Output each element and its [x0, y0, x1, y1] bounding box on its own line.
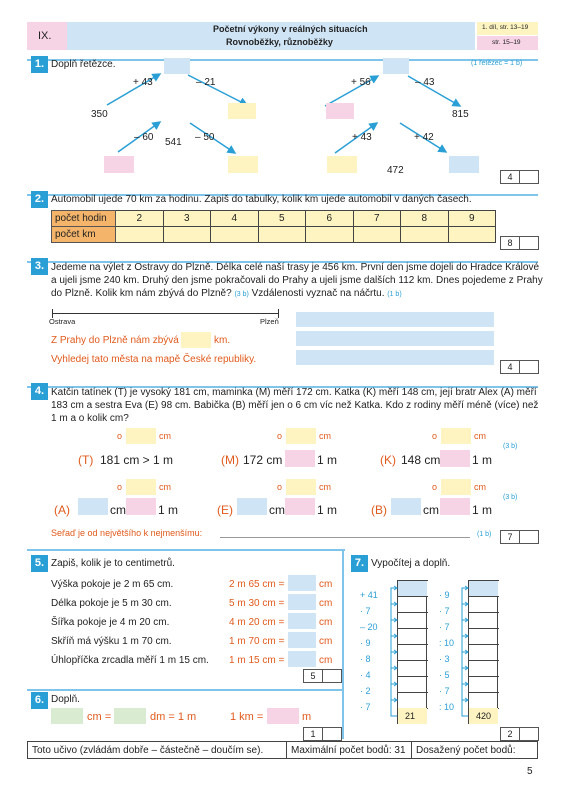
ex7-right-op: · 7 [439, 606, 450, 616]
ex7-left-op: · 2 [360, 686, 371, 696]
ex2-km-cell[interactable] [401, 227, 449, 243]
ex3-line2: a ujeli jsme 240 km. Druhý den jsme pokračovali do Prahy a ujeli jsme dalších 112 km. Dnes pojedeme z Prahy [51, 275, 543, 286]
ex2-hour: 6 [306, 211, 354, 227]
ex4-line2: 183 cm a sestra Eva (E) 98 cm. Babička (B) měří jen o 6 cm víc než Katka. Kdo z rodiny měří méně (více) než [51, 400, 539, 411]
ex4-B-1m: 1 m [472, 503, 493, 517]
ex5-row-value: 5 m 30 cm = [229, 598, 285, 609]
ex4-A-sign-box[interactable] [126, 498, 156, 515]
ex4-B-sign-box[interactable] [440, 498, 470, 515]
ex7-right-op: · 7 [439, 686, 450, 696]
ex6-m: m [302, 711, 312, 723]
header-title-2: Rovnoběžky, různoběžky [226, 37, 333, 47]
ex1c-op2: – 50 [195, 132, 215, 143]
ex7-number: 7. [351, 555, 368, 572]
footer-achieved-points: Dosažený počet bodů: [416, 745, 516, 756]
ex7-right-op: · 5 [439, 670, 450, 680]
ex3-answer1: Z Prahy do Plzně nám zbývá [51, 335, 179, 346]
ex5-cm: cm [319, 579, 333, 590]
ex4-M-label: (M) [221, 453, 239, 467]
ex4-A-value-box[interactable] [78, 498, 108, 515]
ex7-left-op: + 41 [360, 590, 378, 600]
footer-sep [411, 741, 412, 759]
ex1-arrows [0, 0, 565, 190]
ex6-cm-box[interactable] [51, 708, 83, 724]
ex7-right-op: : 10 [439, 702, 455, 712]
ex4-cm: cm [474, 482, 486, 492]
ex4-sort-line[interactable] [220, 537, 470, 538]
ex4-cm: cm [319, 431, 331, 441]
ex7-left-cell[interactable] [398, 645, 427, 660]
ex3-line3: do Plzně. Kolik km nám zbývá do Plzně? (3 b) Vzdálenosti vyznač na náčrtu. (1 b) [51, 288, 402, 299]
ex4-E-sign-box[interactable] [285, 498, 315, 515]
ex1c-mid: 541 [165, 137, 182, 148]
ex5-number: 5. [31, 555, 48, 572]
ex3-answer-box[interactable] [181, 332, 211, 348]
ex4-B-value-box[interactable] [391, 498, 421, 515]
ex5-score: 5 [303, 669, 323, 683]
ex4-K-value: 148 cm [401, 453, 441, 467]
ex1-score: 4 [500, 170, 520, 184]
ex7-left-op: · 4 [360, 670, 371, 680]
ex4-cm: cm [159, 482, 171, 492]
ex4-M-sign-box[interactable] [285, 450, 315, 467]
ostrava-label: Ostrava [49, 317, 76, 326]
ex2-task: Automobil ujede 70 km za hodinu. Zapiš do tabulky, kolik km ujede automobil v daných časech. [51, 194, 472, 205]
ex4-line3: 1 m a o kolik cm? [51, 413, 129, 424]
ex2-hour: 8 [401, 211, 449, 227]
ex7-left-op: · 7 [360, 606, 371, 616]
ex7-left-op: – 20 [360, 622, 378, 632]
ex1a-box-end[interactable] [228, 103, 256, 119]
page-number: 5 [527, 766, 533, 777]
ex7-right-cell[interactable] [469, 693, 498, 708]
ex7-left-arrows [389, 580, 399, 724]
ex3-score: 4 [500, 360, 520, 374]
ex4-o: o [432, 482, 438, 492]
ex4-sort-pts: (1 b) [477, 531, 492, 538]
ex7-left-cell[interactable] [398, 613, 427, 628]
ex7-right-op: : 10 [439, 638, 455, 648]
ex4-M-1m: 1 m [317, 453, 338, 467]
ex5-task: Zapiš, kolik je to centimetrů. [51, 558, 175, 569]
ex4-o: o [117, 482, 123, 492]
ex6-dm: dm = 1 m [150, 711, 197, 723]
ex4-cm: cm [159, 431, 171, 441]
ex6-task: Doplň. [51, 694, 80, 705]
ex5-cm: cm [319, 655, 333, 666]
ex1b-end: 815 [452, 109, 469, 120]
plzen-label: Plzeň [260, 317, 279, 326]
ex7-right-end: 420 [476, 711, 492, 721]
ex7-left-end: 21 [405, 711, 416, 721]
ex7-right-op: · 7 [439, 622, 450, 632]
ex1d-mid: 472 [387, 165, 404, 176]
ex1-note: (1 řetězec = 1 b) [471, 60, 523, 67]
ex3-answer2: Vyhledej tato města na mapě České republiky. [51, 354, 257, 365]
ex6-number: 6. [31, 692, 48, 709]
ex4-T-diff-box[interactable] [126, 428, 156, 444]
ex7-left-op: · 7 [360, 702, 371, 712]
ex4-T-value: 181 cm > 1 m [100, 453, 174, 467]
ex1-score-empty[interactable] [519, 170, 539, 184]
ex7-right-cell[interactable] [469, 597, 498, 612]
ex1-task: Doplň řetězce. [51, 59, 116, 70]
ex7-right-cell[interactable] [469, 677, 498, 692]
ex1b-op2: – 43 [415, 77, 435, 88]
ex4-pts: (3 b) [503, 494, 518, 501]
ex4-cm: cm [319, 482, 331, 492]
ex4-E-1m: 1 m [317, 503, 338, 517]
ex3-work-line[interactable] [296, 350, 494, 365]
ex7-score: 2 [500, 727, 520, 741]
ex5-row-text: Úhlopříčka zrcadla měří 1 m 15 cm. [51, 655, 209, 666]
ex7-right-cell[interactable] [469, 613, 498, 628]
ex2-table [51, 210, 496, 243]
ex4-E-diff-box[interactable] [286, 479, 316, 495]
ex6-score-empty[interactable] [322, 727, 342, 741]
ex7-right-cell[interactable] [469, 645, 498, 660]
ex4-B-label: (B) [371, 503, 387, 517]
ex4-K-diff-box[interactable] [441, 428, 471, 444]
ex2-km-cell[interactable] [211, 227, 259, 243]
ex5-row-value: 2 m 65 cm = [229, 579, 285, 590]
ex5-score-empty[interactable] [322, 669, 342, 683]
ex5-answer-box[interactable] [288, 613, 316, 629]
ex7-right-op: · 3 [439, 654, 450, 664]
ex2-km-cell[interactable] [116, 227, 164, 243]
footer-sep [286, 741, 287, 759]
ex2-km-cell[interactable] [306, 227, 354, 243]
ex1b-box-top[interactable] [383, 58, 409, 74]
ex5-7-separator [342, 549, 344, 739]
ex4-E-label: (E) [217, 503, 233, 517]
ex2-row1-label: počet hodin [52, 211, 116, 227]
ex2-hour: 9 [448, 211, 496, 227]
ex4-o: o [432, 431, 438, 441]
ex1d-box-start[interactable] [327, 156, 357, 173]
ex5-answer-box[interactable] [288, 632, 316, 648]
ex7-right-cell[interactable] [469, 629, 498, 644]
ex1a-op2: – 21 [196, 77, 216, 88]
ex5-cm: cm [319, 598, 333, 609]
ex4-pts: (3 b) [503, 443, 518, 450]
ex3-number: 3. [31, 258, 48, 275]
ex7-left-cell[interactable] [398, 597, 427, 612]
ex7-left-cell[interactable] [398, 693, 427, 708]
ex7-right-arrows [460, 580, 470, 724]
ex3-answer1-unit: km. [214, 335, 231, 346]
ex1a-op1: + 43 [133, 77, 153, 88]
ex1c-op1: – 60 [134, 132, 154, 143]
ex4-A-label: (A) [54, 503, 70, 517]
ex2-score: 8 [500, 236, 520, 250]
ex4-B-cm: cm [423, 503, 439, 517]
ex4-cm: cm [474, 431, 486, 441]
unit-label: IX. [38, 30, 52, 42]
ex4-M-diff-box[interactable] [286, 428, 316, 444]
ex5-row-value: 1 m 70 cm = [229, 636, 285, 647]
header-title-1: Početní výkony v reálných situacích [213, 24, 368, 34]
ex4-score-empty[interactable] [519, 530, 539, 544]
ex5-row-text: Výška pokoje je 2 m 65 cm. [51, 579, 174, 590]
ex7-rung [468, 580, 499, 581]
ex4-A-1m: 1 m [158, 503, 179, 517]
ex5-row-text: Skříň má výšku 1 m 70 cm. [51, 636, 172, 647]
ex5-cm: cm [319, 617, 333, 628]
ex3-line1: Jedeme na výlet z Ostravy do Plzně. Délka celé naší trasy je 456 km. První den jsme dojeli do Hradce Králové [51, 262, 540, 273]
ex1c-box-start[interactable] [104, 156, 134, 173]
ex7-task: Vypočítej a doplň. [371, 558, 451, 569]
ex1d-op1: + 43 [352, 132, 372, 143]
ex4-E-cm: cm [269, 503, 285, 517]
ex6-cm: cm = [87, 711, 112, 723]
ref1: 1. díl, str. 13–19 [482, 24, 529, 31]
ex7-score-empty[interactable] [519, 727, 539, 741]
ex3-work-line[interactable] [296, 312, 494, 327]
ex5-row-text: Šířka pokoje je 4 m 20 cm. [51, 617, 170, 628]
ref2: str. 15–19 [492, 39, 521, 46]
ex6-km: 1 km = [230, 711, 264, 723]
ex5-row-value: 4 m 20 cm = [229, 617, 285, 628]
ex2-number: 2. [31, 191, 48, 208]
ex5-answer-box[interactable] [288, 575, 316, 591]
ex7-left-op: · 9 [360, 638, 371, 648]
ex2-hour: 4 [211, 211, 259, 227]
ex6-divider [27, 689, 343, 691]
ex4-B-diff-box[interactable] [441, 479, 471, 495]
ex6-dm-box[interactable] [114, 708, 146, 724]
ex2-hour: 2 [116, 211, 164, 227]
ex1d-box-end[interactable] [449, 156, 479, 173]
ex4-A-cm: cm [110, 503, 126, 517]
ex3-score-empty[interactable] [519, 360, 539, 374]
ex7-left-top-box[interactable] [398, 580, 427, 596]
ex5-cm: cm [319, 636, 333, 647]
ex4-E-value-box[interactable] [237, 498, 267, 515]
footer-self-eval: Toto učivo (zvládám dobře – částečně – doučím se). [32, 745, 264, 756]
ex4-o: o [117, 431, 123, 441]
footer-max-points: Maximální počet bodů: 31 [291, 745, 406, 756]
ex4-A-diff-box[interactable] [126, 479, 156, 495]
ex5-answer-box[interactable] [288, 651, 316, 667]
ex4-K-sign-box[interactable] [440, 450, 470, 467]
ex1b-box-start[interactable] [326, 103, 354, 119]
ex5-row-text: Délka pokoje je 5 m 30 cm. [51, 598, 172, 609]
ex4-o: o [277, 482, 283, 492]
ex4-K-1m: 1 m [472, 453, 493, 467]
ex2-hour: 5 [258, 211, 306, 227]
ex2-hour: 7 [353, 211, 401, 227]
ex4-sort-label: Seřaď je od největšího k nejmenšímu: [51, 528, 203, 538]
ex7-left-cell[interactable] [398, 661, 427, 676]
ex2-hour: 3 [163, 211, 211, 227]
ex7-left-cell[interactable] [398, 629, 427, 644]
ex2-km-cell[interactable] [448, 227, 496, 243]
ex7-right-cell[interactable] [469, 661, 498, 676]
ex6-score: 1 [303, 727, 323, 741]
ex7-rung [397, 580, 428, 581]
ex5-row-value: 1 m 15 cm = [229, 655, 285, 666]
ex6-m-box[interactable] [267, 708, 299, 724]
ex3-work-line[interactable] [296, 331, 494, 346]
ex4-line1: Katčin tatínek (T) je vysoký 181 cm, maminka (M) měří 172 cm. Katka (K) měří 148 cm, její bratr Alex (A) měří [51, 387, 537, 398]
ex2-km-cell[interactable] [353, 227, 401, 243]
route-line [52, 313, 279, 314]
ex2-row2-label: počet km [52, 227, 116, 243]
ex7-left-op: · 8 [360, 654, 371, 664]
ex1-number: 1. [31, 56, 48, 73]
ex2-km-cell[interactable] [163, 227, 211, 243]
ex5-answer-box[interactable] [288, 594, 316, 610]
ex4-o: o [277, 431, 283, 441]
ex1c-box-end[interactable] [228, 156, 258, 173]
ex1a-start: 350 [91, 109, 108, 120]
ex1a-box-top[interactable] [164, 58, 190, 74]
ex2-km-cell[interactable] [258, 227, 306, 243]
ex7-right-op: · 9 [439, 590, 450, 600]
ex4-K-label: (K) [380, 453, 396, 467]
ex5-divider [27, 549, 345, 551]
ex4-M-value: 172 cm [243, 453, 283, 467]
ex4-number: 4. [31, 383, 48, 400]
ex1d-op2: + 42 [414, 132, 434, 143]
ex7-left-cell[interactable] [398, 677, 427, 692]
ex4-score: 7 [500, 530, 520, 544]
ex2-score-empty[interactable] [519, 236, 539, 250]
ex7-right-top-box[interactable] [469, 580, 498, 596]
ex1b-op1: + 56 [351, 77, 371, 88]
ex4-T-label: (T) [78, 453, 94, 467]
